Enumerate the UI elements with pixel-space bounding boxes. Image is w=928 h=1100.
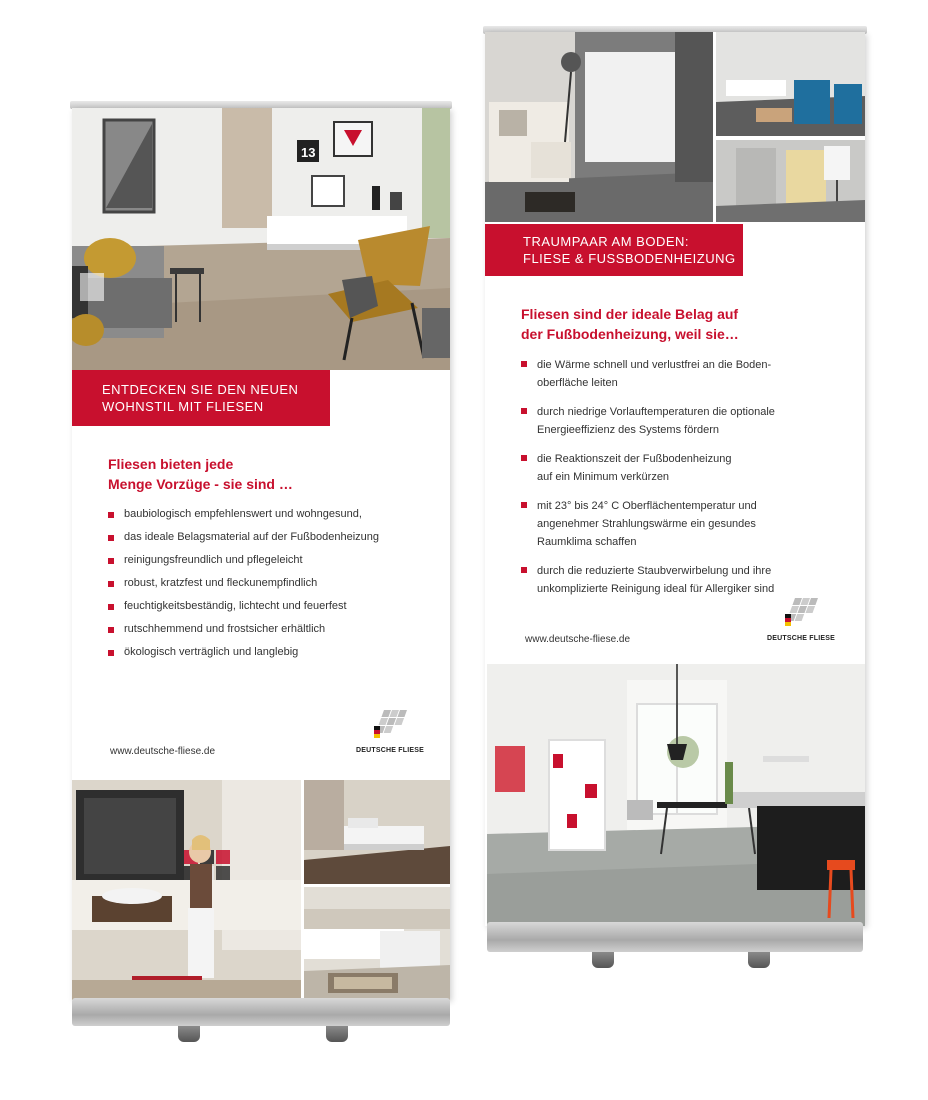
left-deutsche-fliese-logo: [350, 708, 430, 754]
list-item: die Reaktionszeit der Fußbodenheizung auf ein Minimum verkürzen: [521, 450, 851, 486]
list-item: durch die reduzierte Staubverwirbelung und ihre unkomplizierte Reinigung ideal für Allergiker sind: [521, 562, 851, 598]
left-banner: [72, 108, 450, 1000]
lounge-illustration: [485, 32, 713, 222]
left-bottom-photo-kitchen: [304, 887, 450, 1000]
right-website-url[interactable]: www.deutsche-fliese.de: [525, 634, 631, 645]
list-item: die Wärme schnell und verlustfrei an die Boden- oberfläche leiten: [521, 356, 851, 392]
bedroom-illustration: [304, 780, 450, 884]
right-red-headline-band: [485, 224, 743, 276]
shelf-illustration: [716, 32, 865, 136]
left-red-headline-band: [72, 370, 330, 426]
right-top-photo-lounge: [485, 32, 713, 222]
list-item: reinigungsfreundlich und pflegeleicht: [108, 553, 428, 567]
right-banner-base: [487, 922, 863, 952]
right-band-line-1: TRAUMPAAR AM BODEN:: [523, 234, 690, 249]
list-item: mit 23° bis 24° C Oberflächentemperatur und angenehmer Strahlungswärme ein gesundes Raumklima schaffen: [521, 497, 851, 551]
clock-number-13: 13: [301, 145, 316, 160]
right-deutsche-fliese-logo: [761, 596, 841, 642]
left-bottom-photo-bedroom: [304, 780, 450, 884]
right-headline: [521, 304, 739, 344]
left-headline: [108, 454, 293, 494]
left-band-line-2: WOHNSTIL MIT FLIESEN: [102, 399, 264, 414]
list-item: das ideale Belagsmaterial auf der Fußbodenheizung: [108, 530, 428, 544]
right-band-line-2: FLIESE & FUSSBODENHEIZUNG: [523, 251, 736, 266]
left-logo-text: DEUTSCHE FLIESE: [356, 747, 424, 754]
bathroom-illustration: [72, 780, 301, 1000]
left-base-foot: [326, 1026, 348, 1042]
living-room-illustration: [72, 108, 450, 370]
list-item: ökologisch verträglich und langlebig: [108, 645, 428, 659]
left-website-url[interactable]: www.deutsche-fliese.de: [110, 746, 216, 757]
right-headline-line-1: Fliesen sind der ideale Belag auf: [521, 306, 739, 322]
tile-flag-icon: [761, 596, 841, 632]
list-item: feuchtigkeitsbeständig, lichtecht und feuerfest: [108, 599, 428, 613]
left-base-foot: [178, 1026, 200, 1042]
list-item: durch niedrige Vorlauftemperaturen die optionale Energieeffizienz des Systems fördern: [521, 403, 851, 439]
list-item: baubiologisch empfehlenswert und wohngesund,: [108, 507, 428, 521]
kitchen-illustration: [304, 887, 450, 1000]
right-base-foot: [748, 952, 770, 968]
left-bottom-photo-bathroom: [72, 780, 301, 1000]
kitchen-dining-illustration: [487, 664, 865, 926]
left-top-photo-living-room: [72, 108, 450, 370]
list-item: robust, kratzfest und fleckunempfindlich: [108, 576, 428, 590]
left-headline-line-2: Menge Vorzüge - sie sind …: [108, 476, 293, 492]
left-banner-base: [72, 998, 450, 1026]
right-top-photo-hall: [716, 140, 865, 222]
list-item: rutschhemmend und frostsicher erhältlich: [108, 622, 428, 636]
left-benefit-list: [108, 507, 428, 668]
left-band-line-1: ENTDECKEN SIE DEN NEUEN: [102, 382, 299, 397]
right-headline-line-2: der Fußbodenheizung, weil sie…: [521, 326, 739, 342]
tile-flag-icon: [350, 708, 430, 744]
right-benefit-list: [521, 356, 851, 609]
right-banner: [485, 32, 865, 926]
right-base-foot: [592, 952, 614, 968]
right-top-photo-shelf: [716, 32, 865, 136]
hall-illustration: [716, 140, 865, 222]
right-logo-text: DEUTSCHE FLIESE: [767, 635, 835, 642]
right-bottom-photo-kitchen-dining: [487, 664, 865, 926]
left-headline-line-1: Fliesen bieten jede: [108, 456, 234, 472]
